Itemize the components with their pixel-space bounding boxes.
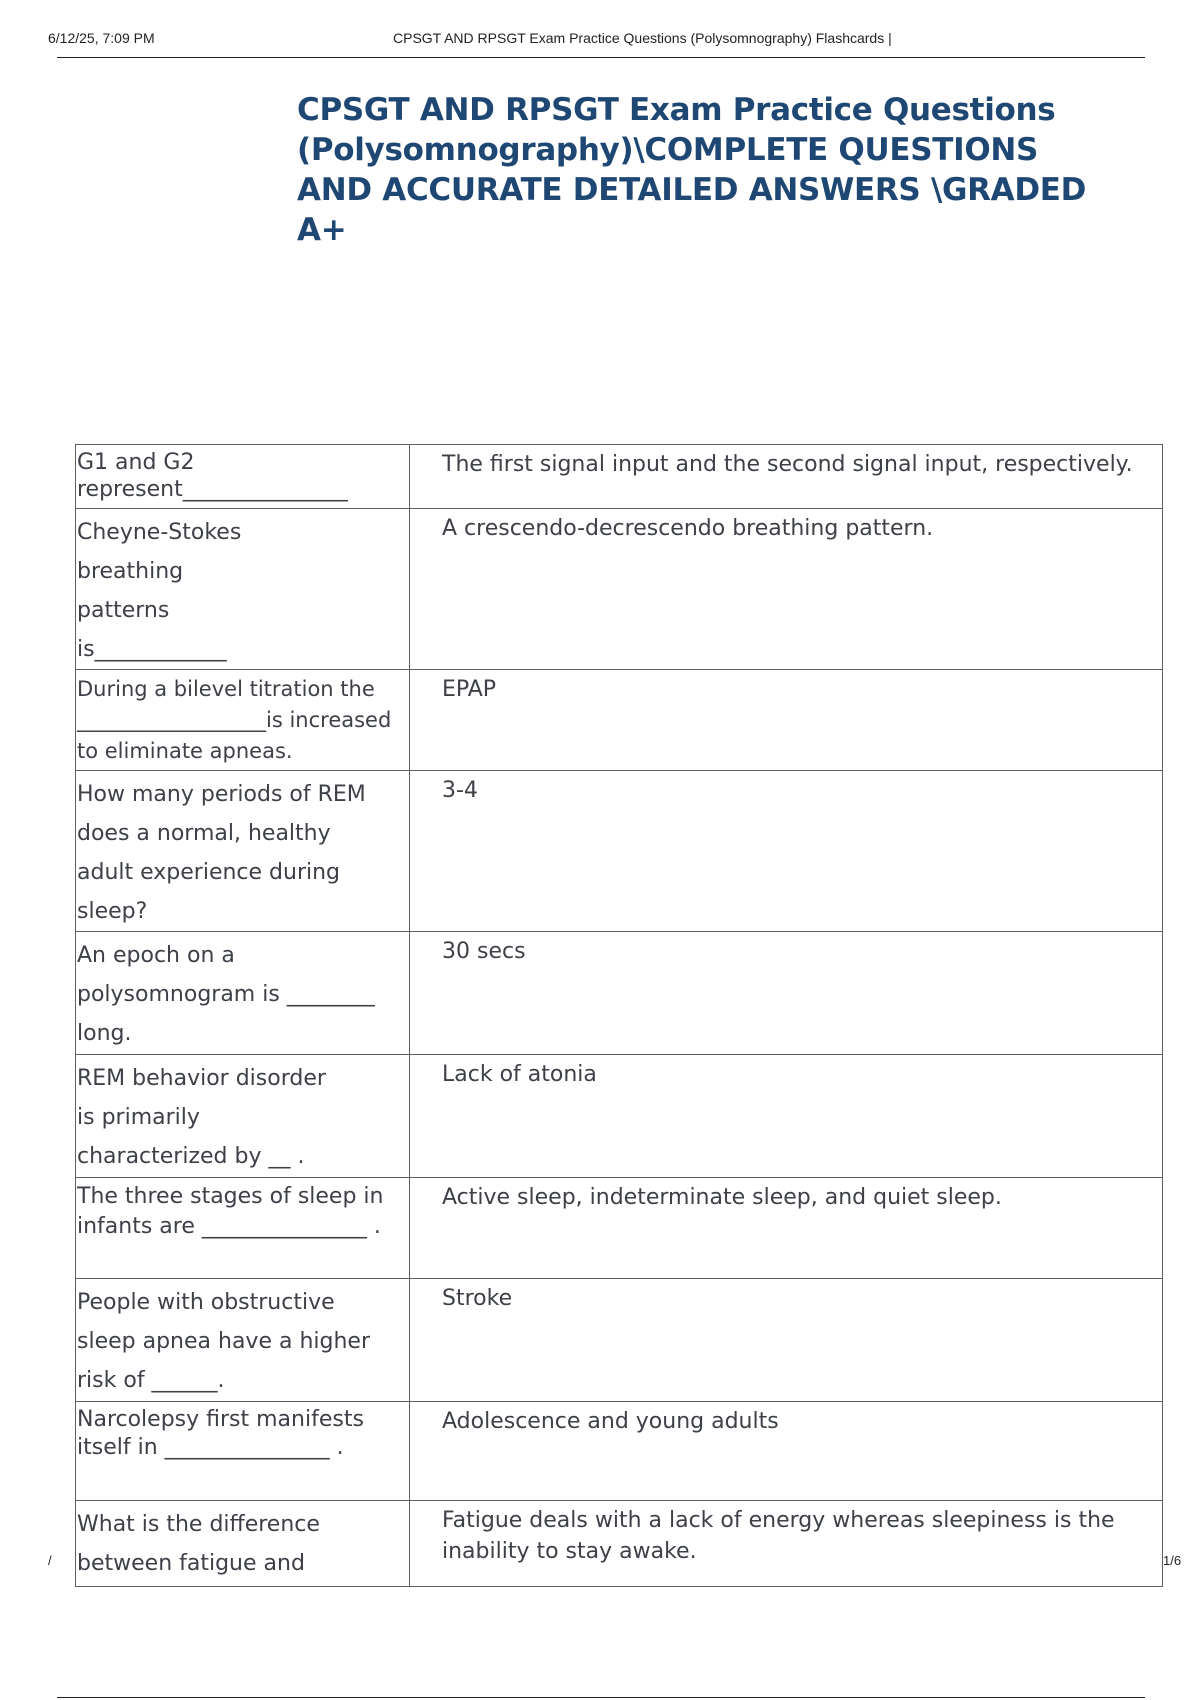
answer-cell [410, 1055, 1163, 1178]
table-row [76, 509, 1163, 670]
question-cell [76, 771, 410, 932]
bottom-divider [57, 1697, 1145, 1698]
document-title: CPSGT AND RPSGT Exam Practice Questions (Polysomnography)\COMPLETE QUESTIONS AND ACCURATE DETAILED ANSWERS \GRADED A+ [297, 92, 1087, 248]
table-row [76, 932, 1163, 1055]
question-text: What is the difference between fatigue and [77, 1512, 320, 1576]
table-row [76, 445, 1163, 509]
answer-cell [410, 670, 1163, 771]
page-indicator: 1/6 [1163, 1553, 1182, 1568]
answer-cell [410, 1501, 1163, 1587]
header-divider [57, 57, 1145, 58]
question-text: How many periods of REM does a normal, healthy adult experience during sleep? [77, 782, 366, 924]
question-text: The three stages of sleep in infants are _______________ . [77, 1184, 384, 1239]
footer-mark: / [48, 1553, 52, 1568]
answer-text: Lack of atonia [442, 1062, 597, 1087]
question-text: REM behavior disorder is primarily characterized by __ . [77, 1066, 326, 1169]
flashcard-table [75, 444, 1163, 1587]
answer-text: A crescendo-decrescendo breathing pattern. [442, 516, 934, 541]
answer-cell [410, 1402, 1163, 1501]
answer-text: Active sleep, indeterminate sleep, and quiet sleep. [442, 1185, 1002, 1210]
answer-text: EPAP [442, 677, 497, 702]
question-text: G1 and G2 represent_______________ [77, 450, 348, 502]
table-row [76, 670, 1163, 771]
question-text: During a bilevel titration the __________________is increased to eliminate apneas. [77, 677, 392, 763]
table-row [76, 1279, 1163, 1402]
question-cell [76, 1279, 410, 1402]
question-cell [76, 1055, 410, 1178]
answer-text: Fatigue deals with a lack of energy whereas sleepiness is the inability to stay awake. [442, 1508, 1115, 1564]
question-cell [76, 445, 410, 509]
answer-cell [410, 1279, 1163, 1402]
question-cell [76, 1402, 410, 1501]
question-cell [76, 932, 410, 1055]
table-row [76, 1501, 1163, 1587]
question-cell [76, 670, 410, 771]
question-text: Cheyne-Stokes breathing patterns is____________ [77, 520, 242, 662]
question-cell [76, 1501, 410, 1587]
answer-cell [410, 771, 1163, 932]
answer-cell [410, 1178, 1163, 1279]
answer-text: The first signal input and the second signal input, respectively. [442, 452, 1133, 477]
answer-text: 30 secs [442, 939, 526, 964]
answer-cell [410, 445, 1163, 509]
answer-text: Stroke [442, 1286, 513, 1311]
table-row [76, 1402, 1163, 1501]
print-datetime: 6/12/25, 7:09 PM [48, 30, 155, 46]
table-row [76, 771, 1163, 932]
table-row [76, 1055, 1163, 1178]
question-cell [76, 1178, 410, 1279]
answer-cell [410, 932, 1163, 1055]
answer-cell [410, 509, 1163, 670]
table-row [76, 1178, 1163, 1279]
answer-text: 3-4 [442, 778, 478, 803]
question-text: An epoch on a polysomnogram is ________ long. [77, 943, 375, 1046]
print-page-title: CPSGT AND RPSGT Exam Practice Questions (Polysomnography) Flashcards | [393, 30, 892, 46]
answer-text: Adolescence and young adults [442, 1409, 779, 1434]
question-cell [76, 509, 410, 670]
question-text: Narcolepsy first manifests itself in _______________ . [77, 1407, 364, 1460]
question-text: People with obstructive sleep apnea have a higher risk of ______. [77, 1290, 370, 1393]
